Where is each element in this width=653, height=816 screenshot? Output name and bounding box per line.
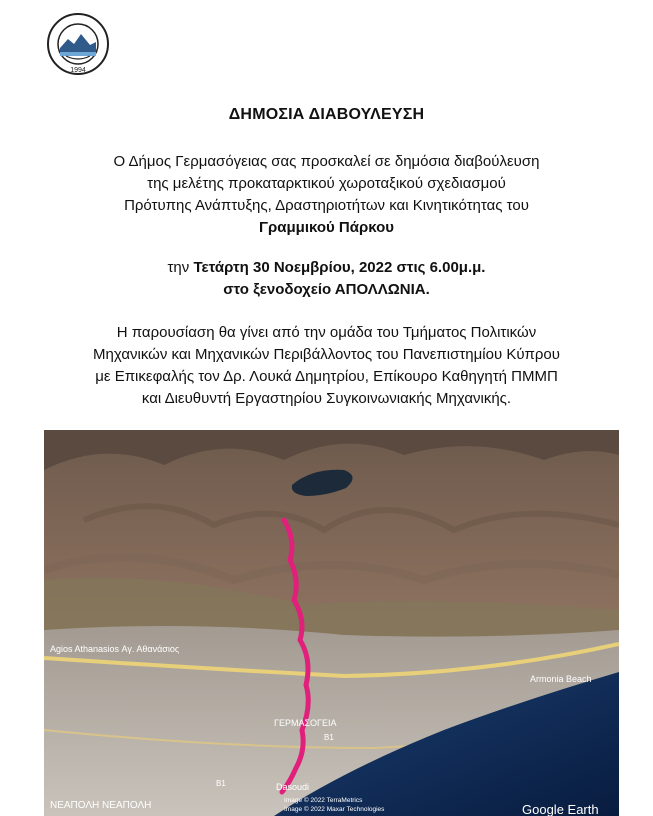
map-label-dasoudi: Dasoudi <box>276 782 310 792</box>
map-credit: Image © 2022 TerraMetrics <box>284 797 363 804</box>
map-label-armonia: Armonia Beach <box>530 674 592 684</box>
presentation-line: και Διευθυντή Εργαστηρίου Συγκοινωνιακής Μηχανικής. <box>141 390 512 407</box>
intro-line: της μελέτης προκαταρκτικού χωροταξικού σχεδιασμού <box>147 175 506 192</box>
logo-year: 1994 <box>70 67 86 74</box>
event-date: Τετάρτη 30 Νοεμβρίου, 2022 στις 6.00μ.μ. <box>193 259 486 276</box>
map-label-b1: B1 <box>324 733 334 742</box>
intro-line: Πρότυπης Ανάπτυξης, Δραστηριοτήτων και Κινητικότητας του <box>124 197 529 214</box>
map-label-germasogeia: ΓΕΡΜΑΣΟΓΕΙΑ <box>274 718 337 728</box>
date-prefix: την <box>167 259 194 276</box>
google-earth-watermark: Google Earth <box>522 802 599 816</box>
page-title: ΔΗΜΟΣΙΑ ΔΙΑΒΟΥΛΕΥΣΗ <box>228 106 425 123</box>
municipality-logo <box>46 12 110 76</box>
event-details <box>0 257 653 301</box>
event-date-line <box>0 257 653 279</box>
project-name: Γραμμικού Πάρκου <box>258 219 395 236</box>
event-venue: στο ξενοδοχείο ΑΠΟΛΛΩΝΙΑ. <box>223 281 430 298</box>
presentation-paragraph <box>0 322 653 410</box>
presentation-line: Η παρουσίαση θα γίνει από την ομάδα του Τμήματος Πολιτικών <box>116 324 537 341</box>
presentation-line: με Επικεφαλής τον Δρ. Λουκά Δημητρίου, Επίκουρο Καθηγητή ΠΜΜΠ <box>95 368 558 385</box>
map-credit: Image © 2022 Maxar Technologies <box>284 806 385 813</box>
map-label-agios: Agios Athanasios Αγ. Αθανάσιος <box>50 644 180 654</box>
map-label-b1: B1 <box>216 779 226 788</box>
map-label-neapolis: ΝΕΑΠΟΛΗ ΝΕΑΠΟΛΗ <box>50 800 152 811</box>
presentation-line: Μηχανικών και Μηχανικών Περιβάλλοντος του Πανεπιστημίου Κύπρου <box>93 346 560 363</box>
intro-paragraph <box>0 151 653 239</box>
intro-line: Ο Δήμος Γερμασόγειας σας προσκαλεί σε δημόσια διαβούλευση <box>113 153 540 170</box>
aerial-map-image <box>44 430 619 816</box>
